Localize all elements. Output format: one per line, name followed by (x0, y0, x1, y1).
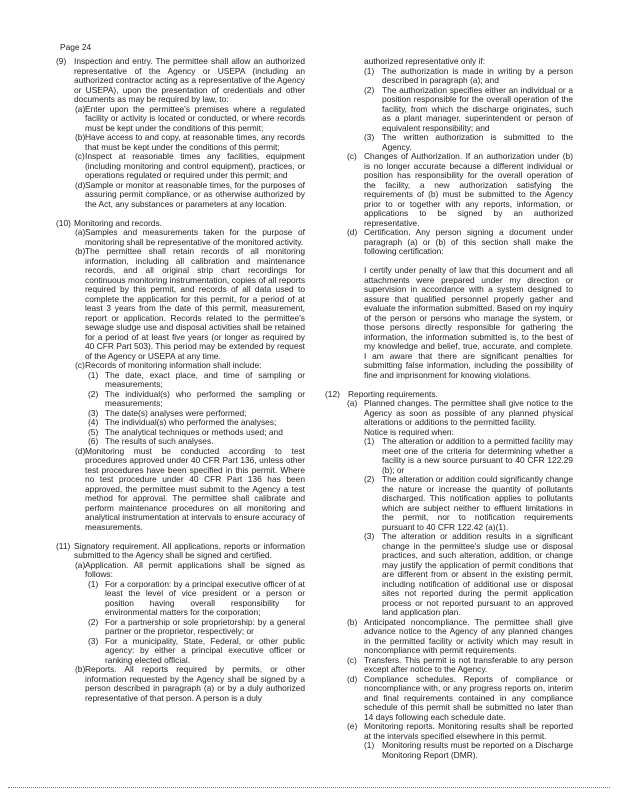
document-clause (325, 618, 573, 656)
clause-text: Application. All permit applications shall be signed as follows: (85, 559, 305, 579)
clause-number: (c) (347, 654, 357, 665)
clause-text: Inspect at reasonable times any facilities, equipment (including monitoring and control equipment), practices, or operations regulated or required under this permit; and (85, 151, 305, 180)
document-clause (325, 722, 573, 741)
clause-number: (a) (75, 559, 86, 570)
clause-text: The analytical techniques or methods used; and (105, 426, 283, 437)
clause-number: (1) (364, 65, 375, 76)
right-column (325, 57, 573, 760)
document-clause (56, 580, 305, 618)
clause-number: (d) (347, 673, 358, 684)
document-clause (56, 371, 305, 390)
clause-text: Transfers. This permit is not transferable to any person except after notice to the Agency. (364, 654, 573, 674)
document-clause (56, 247, 305, 361)
clause-text: Have access to and copy, at reasonable times, any records that must be kept under the conditions of this permit; (85, 132, 305, 152)
document-clause (56, 618, 305, 637)
clause-number: (1) (88, 578, 99, 589)
document-clause (56, 133, 305, 152)
document-clause (56, 57, 305, 105)
clause-text: Monitoring reports. Monitoring results shall be reported at the intervals specified elsewhere in this permit. (364, 721, 573, 741)
clause-number: (e) (347, 721, 358, 731)
clause-number: (a) (75, 227, 86, 237)
clause-text: The written authorization is submitted to the Agency. (382, 132, 573, 152)
clause-number: (3) (88, 407, 99, 418)
clause-text: Inspection and entry. The permittee shall allow an authorized representative of the Agency or USEPA (including an authorized contractor acting as a representative of the Agency or USEPA), upon the presentation of credentials and other documents as may be required by law, to: (74, 56, 305, 104)
clause-text: Monitoring and records. (74, 217, 162, 228)
document-clause (325, 399, 573, 428)
clause-text: Compliance schedules. Reports of compliance or noncompliance with, or any progress reports on, interim and final requirements contained in any compliance schedule of this permit shall be submitted no later than 14 days following each schedule date. (364, 673, 573, 722)
clause-number: (3) (88, 635, 99, 646)
clause-number: (2) (364, 84, 375, 95)
document-clause (325, 437, 573, 475)
clause-number: (a) (75, 103, 86, 114)
clause-text: The results of such analyses. (105, 436, 214, 446)
clause-number: (c) (347, 151, 357, 161)
clause-text: For a corporation: by a principal executive officer of at least the level of vice president or a person or position having overall responsibility for environmental matters for the corporation; (105, 578, 305, 617)
clause-text: I certify under penalty of law that this document and all attachments were prepared under my direction or supervision in accordance with a system designed to assure that qualified personnel properly gather and evaluate the information submitted. Based on my inquiry of the person or persons who manage the system, or those persons directly responsible for gathering the information, the information submitted is, to the best of my knowledge and belief, true, accurate, and complete. I am aware that there are significant penalties for submitting false information, including the possibility of fine and imprisonment for knowing violations. (364, 265, 573, 380)
clause-text: Monitoring results must be reported on a Discharge Monitoring Report (DMR). (382, 740, 573, 760)
clause-text: Certification. Any person signing a document under paragraph (a) or (b) of this section shall make the following certification: (364, 227, 573, 256)
document-clause (325, 475, 573, 532)
clause-number: (1) (364, 436, 375, 446)
clause-text: Notice is required when: (364, 426, 454, 437)
document-clause (56, 561, 305, 580)
clause-text: The date, exact place, and time of sampling or measurements; (105, 369, 305, 389)
clause-number: (3) (364, 132, 375, 142)
clause-number: (6) (88, 436, 99, 446)
clause-text: Planned changes. The permittee shall give notice to the Agency as soon as possible of any planned physical alterations or additions to the permitted facility. (364, 398, 573, 427)
document-clause (56, 105, 305, 134)
document-clause (325, 152, 573, 228)
document-clause (56, 181, 305, 210)
left-column (56, 57, 305, 703)
clause-text: For a municipality, State, Federal, or other public agency: by either a principal executive officer or ranking elected official. (105, 635, 305, 665)
document-clause (325, 675, 573, 723)
clause-number: (1) (88, 369, 99, 380)
clause-number: (b) (75, 246, 86, 256)
clause-number: (2) (364, 474, 375, 484)
clause-number: (b) (75, 132, 86, 142)
clause-text: For a partnership or sole proprietorship: by a general partner or the proprietor, respectively; or (105, 616, 305, 636)
clause-number: (1) (364, 740, 375, 750)
document-clause (325, 67, 573, 86)
clause-text: The permittee shall retain records of all monitoring information, including all calibration and maintenance records, and all original strip chart recordings for continuous monitoring instrumentation, copies of all reports required by this permit, and records of all data used to complete the application for this permit, for a period of at least 3 years from the date of this permit, measurement, report or application. Records related to the permittee's sewage sludge use and disposal activities shall be retained for a period of at least five years (or longer as required by 40 CFR Part 503). This period may be extended by request of the Agency or USEPA at any time. (85, 246, 305, 361)
document-clause (56, 637, 305, 666)
clause-text: Records of monitoring information shall include: (85, 360, 262, 370)
clause-number: (c) (75, 151, 85, 161)
clause-number: (2) (88, 388, 99, 399)
footer-rule (8, 787, 610, 789)
document-clause (325, 133, 573, 152)
clause-number: (3) (364, 531, 375, 541)
clause-text: The alteration or addition to a permitted facility may meet one of the criteria for determining whether a facility is a new source pursuant to 40 CFR 122.29 (b); or (382, 436, 573, 475)
document-clause (325, 741, 573, 760)
clause-number: (2) (88, 616, 99, 627)
document-clause (56, 152, 305, 181)
clause-number: (a) (347, 398, 358, 408)
clause-text: The alteration or addition results in a significant change in the permittee's sludge use or disposal practices, and such alteration, addition, or change may justify the application of permit conditions that are different from or absent in the existing permit, including notification of additional use or disposal sites not reported during the permit application process or not reported pursuant to an approved land application plan. (382, 531, 573, 617)
clause-text: Reporting requirements. (348, 388, 438, 399)
clause-text: Samples and measurements taken for the purpose of monitoring shall be representative of the monitored activity. (85, 227, 305, 247)
clause-number: (4) (88, 417, 99, 427)
document-clause (56, 390, 305, 409)
document-clause (325, 656, 573, 675)
clause-number: (d) (347, 227, 358, 237)
page-number: Page 24 (60, 42, 92, 52)
clause-text: The individual(s) who performed the analyses; (105, 417, 277, 427)
clause-number: (10) (56, 217, 71, 228)
clause-text: The authorization is made in writing by a person described in paragraph (a); and (382, 65, 573, 85)
clause-text: Changes of Authorization. If an authorization under (b) is no longer accurate because a different individual or position has responsibility for the overall operation of the facility, a new authorization satisfying the requirements of (b) must be submitted to the Agency prior to or together with any reports, information, or applications to be signed by an authorized representative. (364, 151, 573, 228)
clause-text: Monitoring must be conducted according to test procedures approved under 40 CFR Part 136, unless other test procedures have been specified in this permit. Where no test procedure under 40 CFR Part 136 has been approved, the permittee must submit to the Agency a test method for approval. The permittee shall calibrate and perform maintenance procedures on all monitoring and analytical instrumentation at intervals to ensure accuracy of measurements. (85, 445, 305, 532)
document-clause (325, 228, 573, 257)
document-clause (325, 532, 573, 618)
clause-number: (b) (75, 664, 86, 674)
document-clause (56, 542, 305, 561)
document-clause (56, 447, 305, 533)
clause-text: Anticipated noncompliance. The permittee shall give advance notice to the Agency of any planned changes in the permitted facility or activity which may result in noncompliance with permit requirements. (364, 616, 573, 655)
certification-statement (325, 266, 573, 380)
clause-number: (5) (88, 426, 99, 437)
clause-text: The alteration or addition could significantly change the nature or increase the quantity of pollutants discharged. This notification applies to pollutants which are subject neither to effluent limitations in the permit, nor to notification requirements pursuant to 40 CFR 122.42 (a)(1). (382, 474, 573, 532)
clause-text: Reports. All reports required by permits, or other information requested by the Agency shall be signed by a person described in paragraph (a) or by a duly authorized representative of that person. A person is a duly (85, 664, 305, 703)
clause-text: Enter upon the permittee's premises where a regulated facility or activity is located or conducted, or where records must be kept under the conditions of this permit; (85, 103, 305, 133)
clause-number: (9) (56, 56, 67, 66)
clause-text: Signatory requirement. All applications, reports or information submitted to the Agency shall be signed and certified. (74, 540, 305, 560)
clause-number: (c) (75, 360, 85, 370)
clause-number: (11) (56, 540, 71, 551)
clause-text: The date(s) analyses were performed; (105, 407, 247, 418)
clause-number: (d) (75, 179, 86, 190)
clause-number: (12) (325, 388, 340, 399)
clause-text: Sample or monitor at reasonable times, for the purposes of assuring permit compliance, or as otherwise authorized by the Act, any substances or parameters at any location. (85, 179, 305, 209)
clause-number: (b) (347, 616, 358, 627)
clause-number: (d) (75, 445, 86, 456)
document-clause (56, 228, 305, 247)
clause-text: authorized representative only if: (364, 56, 486, 66)
document-clause (325, 86, 573, 134)
clause-text: The authorization specifies either an individual or a position responsible for the overall operation of the facility, from which the discharge originates, such as a plant manager, superintendent or person of equivalent responsibility; and (382, 84, 573, 133)
clause-text: The individual(s) who performed the sampling or measurements; (105, 388, 305, 408)
document-clause (56, 665, 305, 703)
